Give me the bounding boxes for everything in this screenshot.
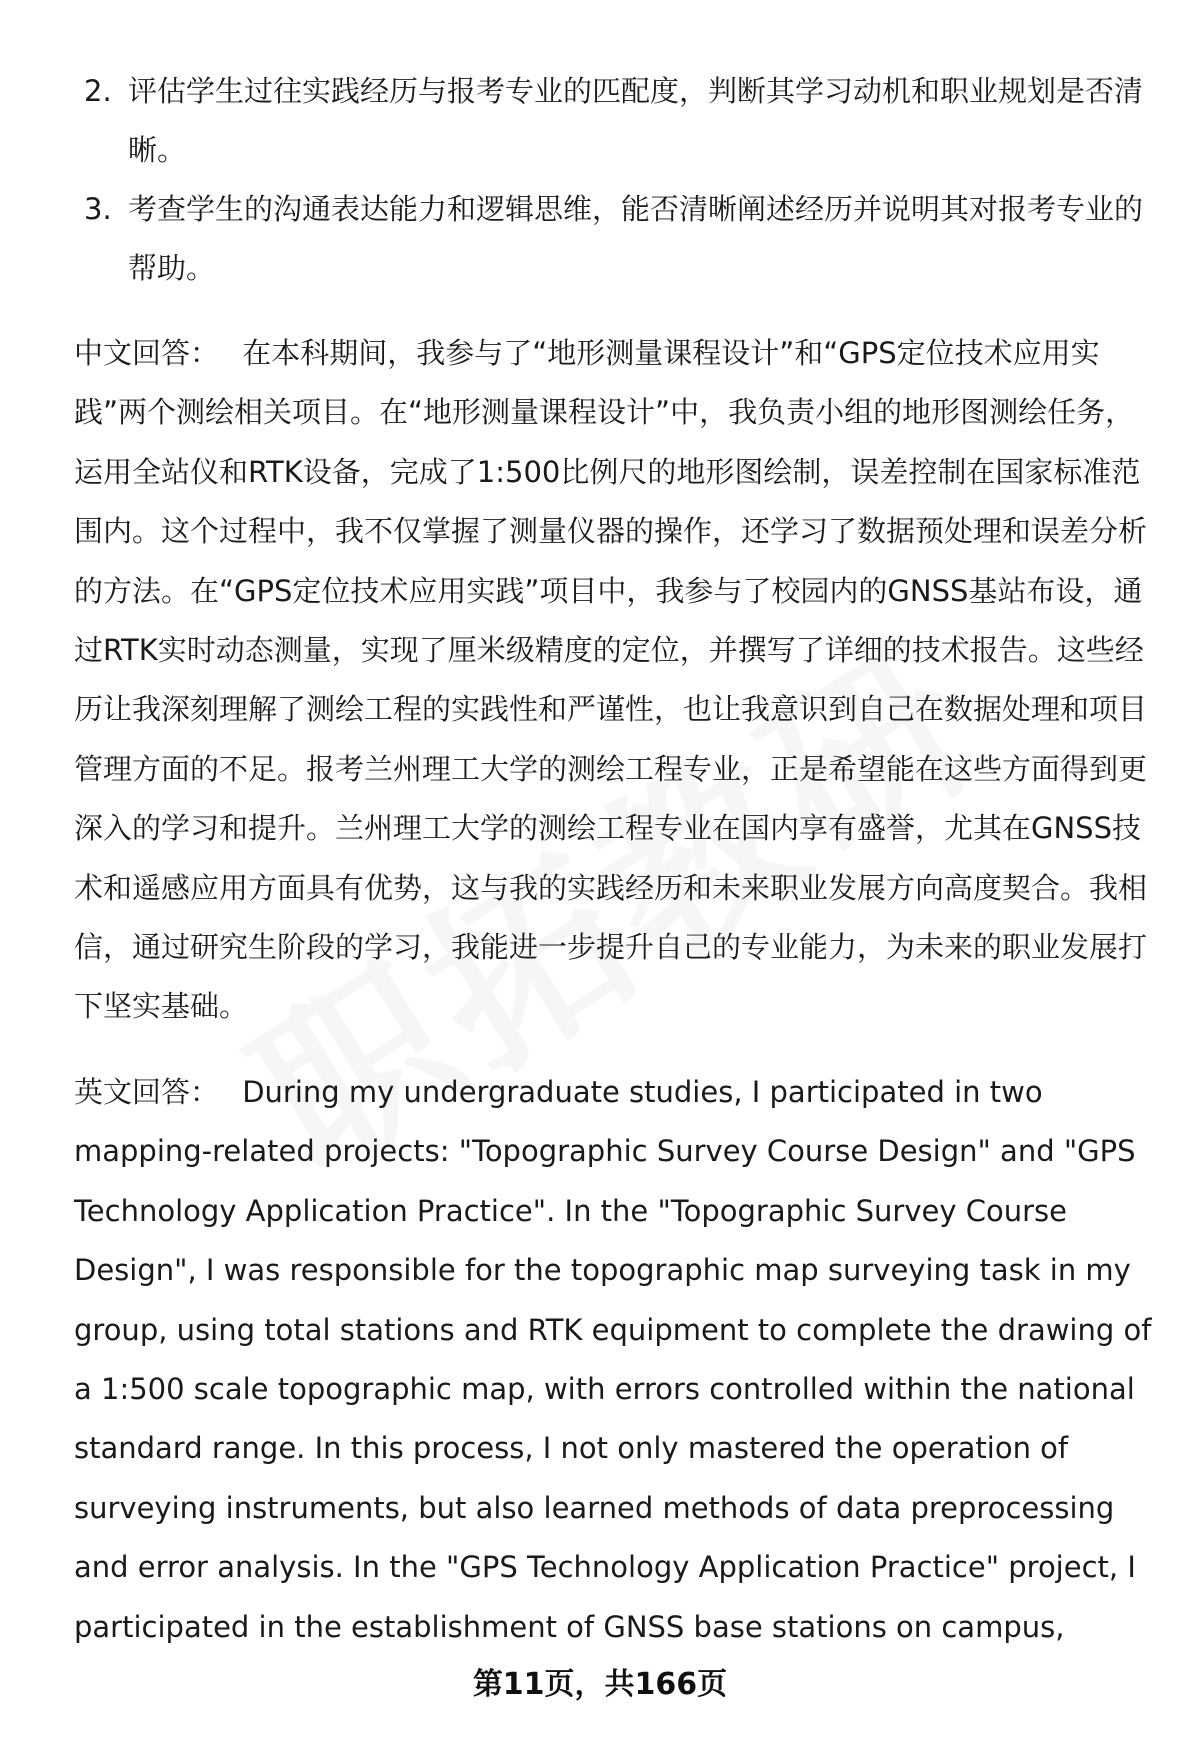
page-content	[74, 62, 1154, 1657]
list-item-number: 3.	[84, 192, 112, 226]
list-item	[74, 62, 1154, 180]
english-answer-paragraph	[74, 1063, 1154, 1657]
chinese-answer-label: 中文回答：	[74, 336, 220, 370]
chinese-answer-paragraph	[74, 324, 1154, 1037]
page-number-footer: 第11页，共166页	[472, 1667, 728, 1702]
list-item-number: 2.	[84, 74, 112, 108]
english-answer-text: During my undergraduate studies, I participated in two mapping-related projects: "Topographic Survey Course Design" and "GPS Technology Application Practice". In the "Topographic Survey Course Design", I was responsible for the topographic map surveying task in my group, using total stations and RTK equipment to complete the drawing of a 1:500 scale topographic map, with errors controlled within the national standard range. In this process, I not only mastered the operation of surveying instruments, but also learned methods of data preprocessing and error analysis. In the "GPS Technology Application Practice" project, I participated in the establishment of GNSS base stations on campus,	[74, 1074, 1152, 1644]
list-item	[74, 180, 1154, 298]
chinese-answer-text: 在本科期间，我参与了“地形测量课程设计”和“GPS定位技术应用实践”两个测绘相关项目。在“地形测量课程设计”中，我负责小组的地形图测绘任务，运用全站仪和RTK设备，完成了1:500比例尺的地形图绘制，误差控制在国家标准范围内。这个过程中，我不仅掌握了测量仪器的操作，还学习了数据预处理和误差分析的方法。在“GPS定位技术应用实践”项目中，我参与了校园内的GNSS基站布设，通过RTK实时动态测量，实现了厘米级精度的定位，并撰写了详细的技术报告。这些经历让我深刻理解了测绘工程的实践性和严谨性，也让我意识到自己在数据处理和项目管理方面的不足。报考兰州理工大学的测绘工程专业，正是希望能在这些方面得到更深入的学习和提升。兰州理工大学的测绘工程专业在国内享有盛誉，尤其在GNSS技术和遥感应用方面具有优势，这与我的实践经历和未来职业发展方向高度契合。我相信，通过研究生阶段的学习，我能进一步提升自己的专业能力，为未来的职业发展打下坚实基础。	[74, 336, 1148, 1024]
evaluation-criteria-list	[74, 62, 1154, 298]
list-item-text: 评估学生过往实践经历与报考专业的匹配度，判断其学习动机和职业规划是否清晰。	[128, 74, 1144, 167]
list-item-text: 考查学生的沟通表达能力和逻辑思维，能否清晰阐述经历并说明其对报考专业的帮助。	[128, 192, 1144, 285]
english-answer-label: 英文回答：	[74, 1074, 220, 1109]
